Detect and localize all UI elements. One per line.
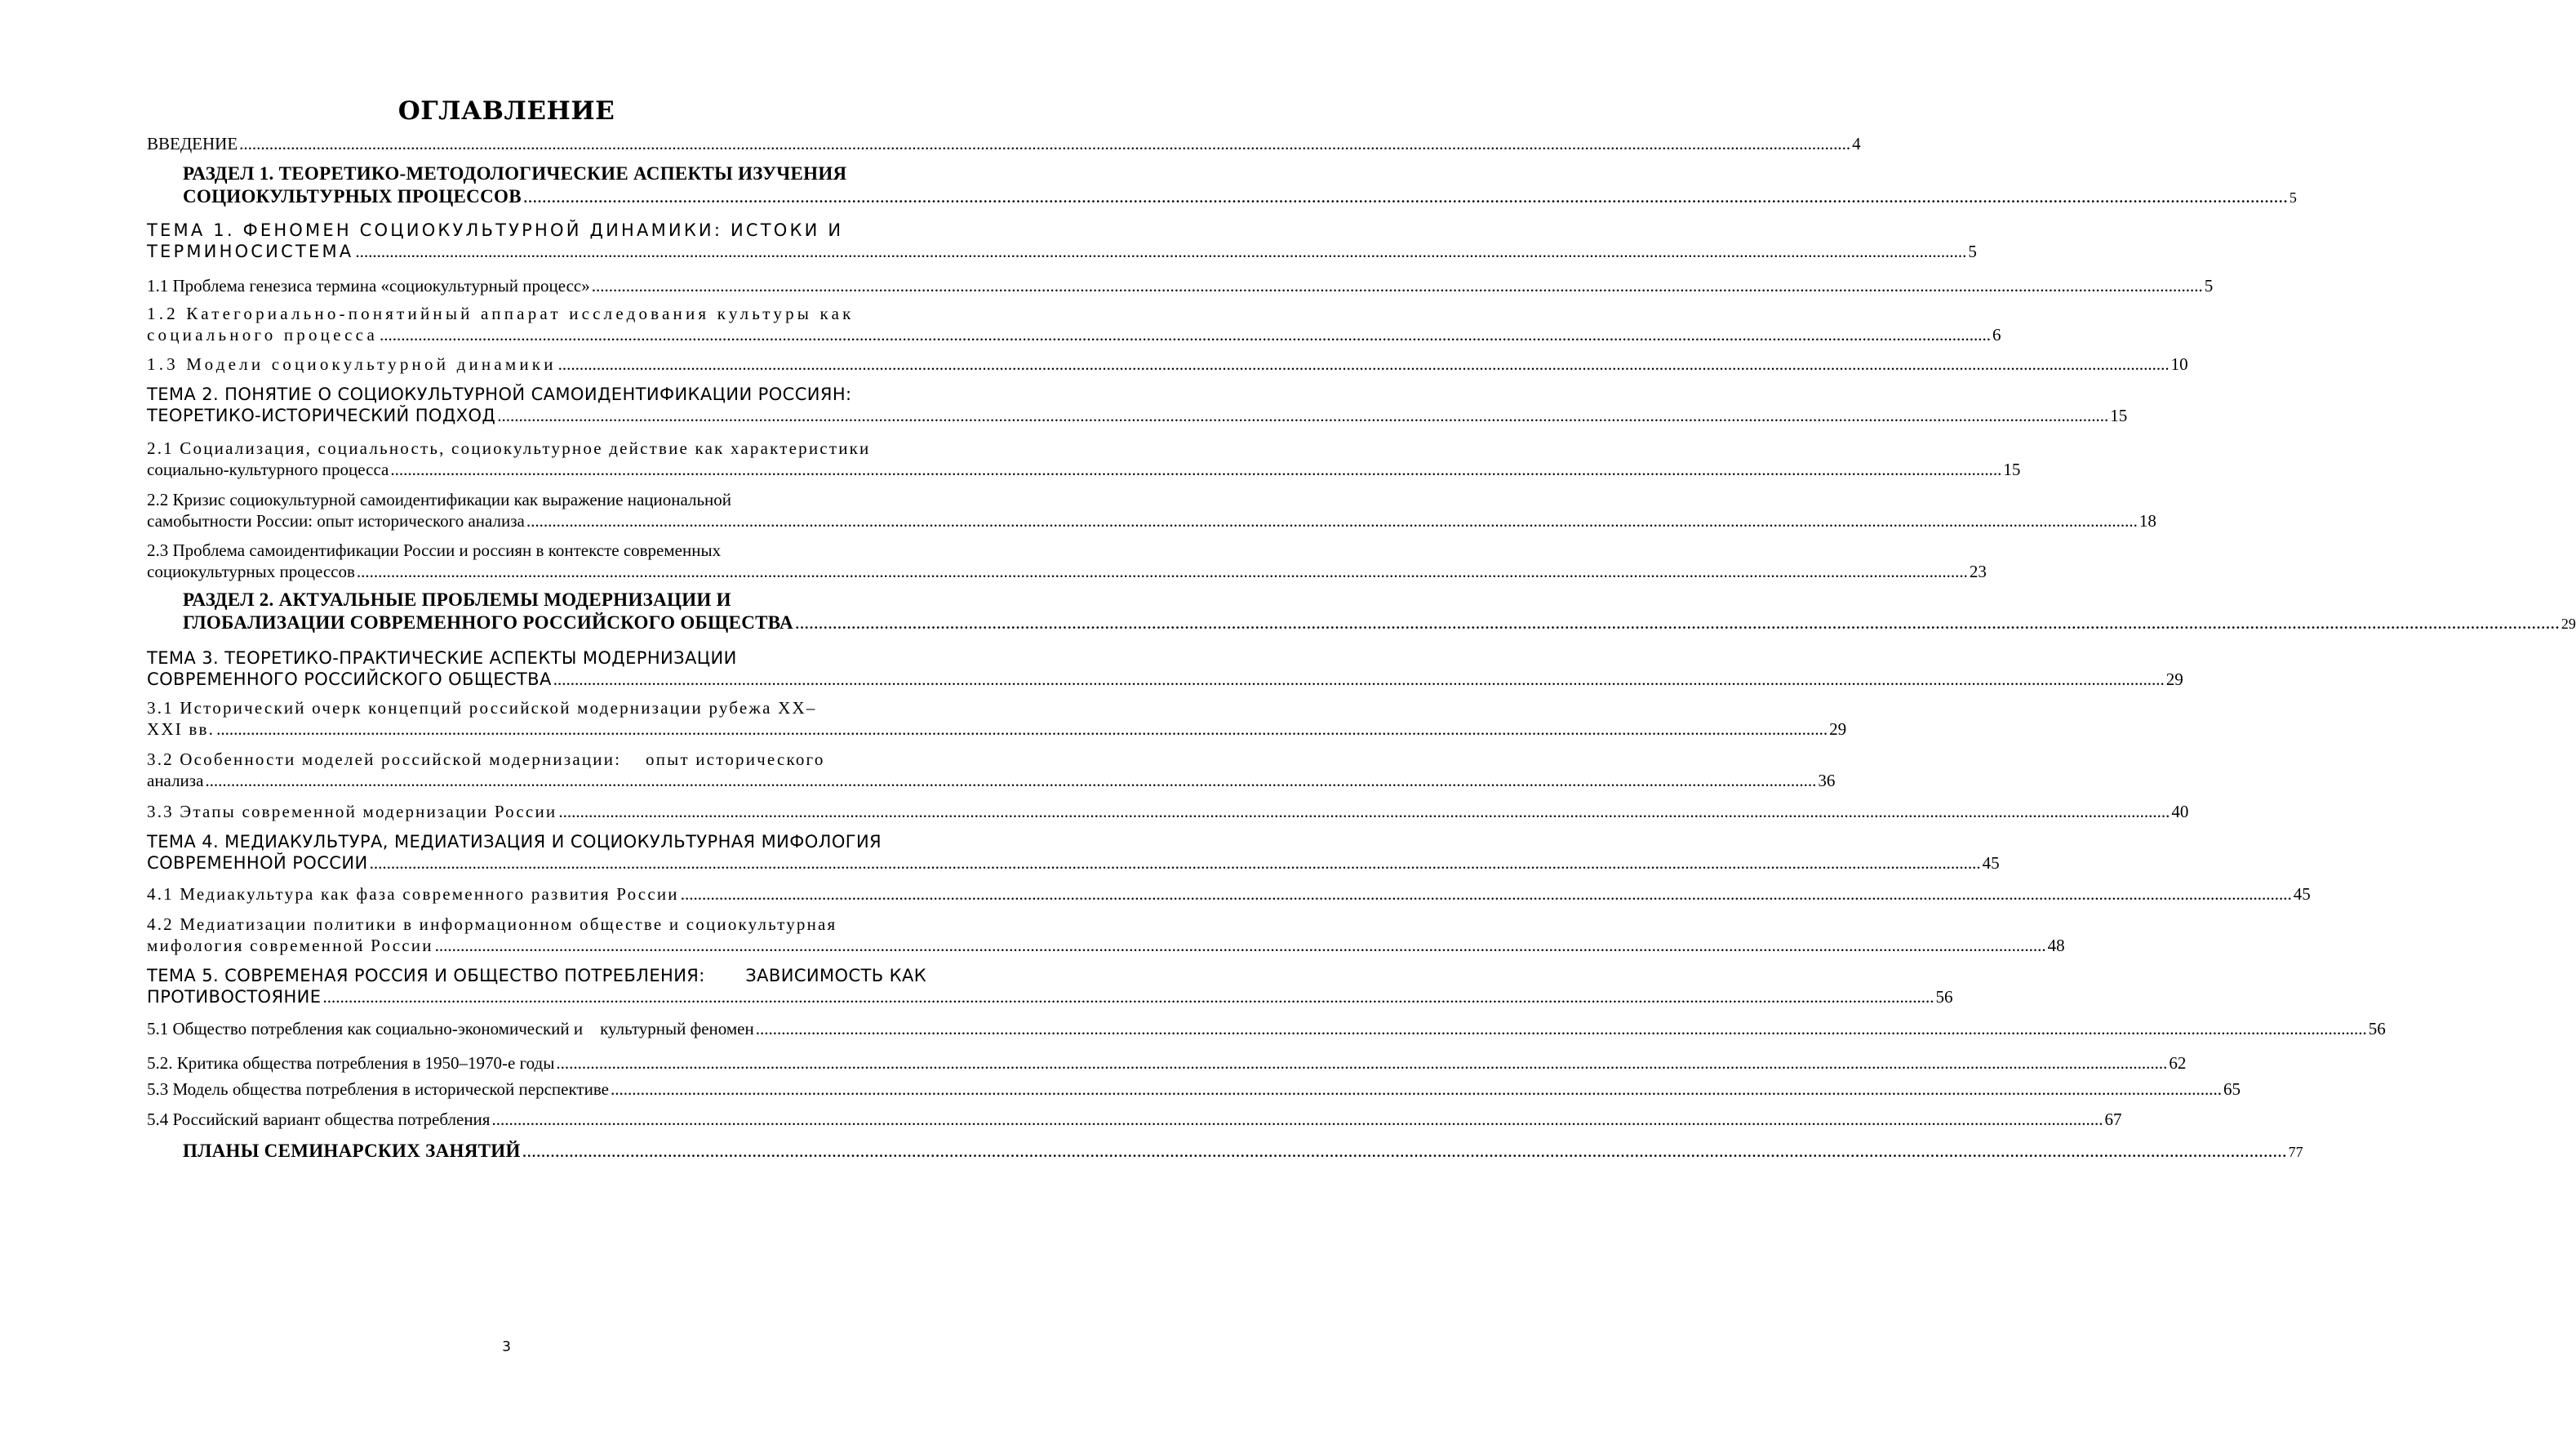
- toc-entry-section-1[interactable]: [183, 162, 2297, 208]
- toc-entry-2-3[interactable]: [147, 540, 1987, 582]
- leader-dots: [558, 802, 2170, 823]
- toc-entry-text-line1: 2.2 Кризис социокультурной самоидентификации как выражение национальной: [147, 490, 732, 509]
- leader-dots: [435, 936, 2046, 957]
- leader-dots: [592, 276, 2203, 297]
- toc-entry-1-1[interactable]: [147, 276, 2214, 297]
- toc-entry-introduction[interactable]: [147, 134, 1861, 155]
- leader-dots: [611, 1079, 2222, 1101]
- leader-dots: [681, 884, 2292, 905]
- toc-page-number: 36: [1818, 770, 1836, 790]
- toc-entry-text: 5.1 Общество потребления как социально-экономический и культурный феномен: [147, 1019, 754, 1038]
- toc-entry-text: социокультурных процессов: [147, 561, 355, 581]
- toc-entry-text-line1: ТЕМА 5. СОВРЕМЕНАЯ РОССИЯ И ОБЩЕСТВО ПОТРЕБЛЕНИЯ: ЗАВИСИМОСТЬ КАК: [147, 966, 927, 985]
- toc-entry-1-2[interactable]: [147, 304, 2001, 345]
- toc-entry-1-3[interactable]: [147, 354, 2188, 376]
- leader-dots: [553, 669, 2165, 691]
- toc-entry-2-1[interactable]: [147, 438, 2021, 480]
- toc-entry-text: 5.3 Модель общества потребления в исторической перспективе: [147, 1079, 609, 1099]
- toc-entry-text: ВВЕДЕНИЕ: [147, 134, 238, 153]
- toc-entry-text-line1: 3.1 Исторический очерк концепций российской модернизации рубежа ХХ–: [147, 698, 817, 718]
- leader-dots: [556, 1053, 2167, 1074]
- leader-dots: [205, 771, 1816, 792]
- toc-entry-text-line1: ТЕМА 3. ТЕОРЕТИКО-ПРАКТИЧЕСКИЕ АСПЕКТЫ МОДЕРНИЗАЦИИ: [147, 648, 737, 668]
- toc-entry-text: ПРОТИВОСТОЯНИЕ: [147, 986, 322, 1007]
- page-number-footer: 3: [502, 1339, 511, 1355]
- toc-entry-text: 4.1 Медиакультура как фаза современного развития России: [147, 884, 679, 904]
- toc-entry-3-2[interactable]: [147, 749, 1836, 791]
- leader-dots: [355, 242, 1966, 263]
- toc-entry-text-line1: 3.2 Особенности моделей российской модернизации: опыт исторического: [147, 749, 825, 769]
- leader-dots: [370, 853, 1981, 874]
- toc-page-number: 45: [2293, 884, 2311, 904]
- leader-dots: [795, 611, 2560, 634]
- toc-page-number: 29: [2165, 669, 2183, 689]
- leader-dots: [523, 185, 2288, 208]
- leader-dots: [522, 1140, 2287, 1163]
- toc-page-number: 5: [2289, 189, 2297, 207]
- toc-page-number: 23: [1969, 561, 1987, 581]
- toc-entry-text-line1: ТЕМА 4. МЕДИАКУЛЬТУРА, МЕДИАТИЗАЦИЯ И СОЦИОКУЛЬТУРНАЯ МИФОЛОГИЯ: [147, 832, 882, 852]
- toc-entry-topic-3[interactable]: [147, 648, 2183, 690]
- toc-entry-topic-5[interactable]: [147, 966, 1953, 1007]
- toc-page-number: 6: [1992, 324, 2001, 345]
- toc-entry-text-line1: ТЕМА 2. ПОНЯТИЕ О СОЦИОКУЛЬТУРНОЙ САМОИДЕНТИФИКАЦИИ РОССИЯН:: [147, 385, 852, 404]
- toc-page-number: 56: [1935, 986, 1953, 1007]
- toc-entry-text: 5.4 Российский вариант общества потребления: [147, 1110, 491, 1129]
- toc-entry-text-line1: ТЕМА 1. ФЕНОМЕН СОЦИОКУЛЬТУРНОЙ ДИНАМИКИ: ИСТОКИ И: [147, 220, 844, 240]
- toc-entry-5-4[interactable]: [147, 1110, 2122, 1131]
- toc-entry-2-2[interactable]: [147, 490, 2156, 531]
- toc-entry-text-line1: 2.3 Проблема самоидентификации России и россиян в контексте современных: [147, 540, 722, 560]
- toc-entry-section-2[interactable]: [183, 589, 2576, 634]
- toc-entry-text: XXI вв.: [147, 718, 215, 739]
- toc-page-number: 40: [2171, 802, 2189, 821]
- toc-entry-5-1[interactable]: [147, 1019, 2386, 1040]
- leader-dots: [322, 987, 1934, 1008]
- toc-entry-text-line1: РАЗДЕЛ 1. ТЕОРЕТИКО-МЕТОДОЛОГИЧЕСКИЕ АСПЕКТЫ ИЗУЧЕНИЯ: [183, 163, 847, 184]
- leader-dots: [558, 354, 2170, 376]
- toc-page-number: 15: [2110, 405, 2128, 425]
- toc-entry-text: анализа: [147, 770, 204, 790]
- toc-page-number: 48: [2047, 935, 2065, 955]
- leader-dots: [491, 1110, 2103, 1131]
- toc-entry-text: СОВРЕМЕННОЙ РОССИИ: [147, 852, 368, 873]
- toc-page-number: 29: [2560, 616, 2576, 633]
- toc-entry-topic-2[interactable]: [147, 385, 2128, 426]
- toc-entry-seminar-plans[interactable]: [183, 1140, 2303, 1163]
- leader-dots: [380, 325, 1991, 346]
- toc-entry-text-line1: 1.2 Категориально-понятийный аппарат исследования культуры как: [147, 304, 855, 323]
- toc-page-number: 5: [2204, 276, 2214, 296]
- toc-entry-text: 5.2. Критика общества потребления в 1950–1970-е годы: [147, 1053, 555, 1073]
- toc-entry-text: 3.3 Этапы современной модернизации России: [147, 802, 557, 821]
- toc-entry-text-line1: 2.1 Социализация, социальность, социокультурное действие как характеристики: [147, 438, 871, 458]
- toc-page-number: 67: [2104, 1110, 2122, 1129]
- toc-entry-text: социально-культурного процесса: [147, 459, 389, 479]
- toc-entry-text-line1: 4.2 Медиатизации политики в информационном обществе и социокультурная: [147, 914, 837, 934]
- toc-entry-text: ГЛОБАЛИЗАЦИИ СОВРЕМЕННОГО РОССИЙСКОГО ОБЩЕСТВА: [183, 612, 793, 634]
- toc-page-number: 62: [2169, 1053, 2187, 1073]
- toc-entry-3-3[interactable]: [147, 802, 2189, 823]
- toc-page-number: 77: [2288, 1144, 2303, 1160]
- leader-dots: [216, 719, 1828, 740]
- toc-entry-text: мифология современной России: [147, 935, 433, 955]
- toc-entry-5-2[interactable]: [147, 1053, 2187, 1074]
- toc-page-number: 65: [2223, 1079, 2241, 1099]
- toc-entry-topic-1[interactable]: [147, 220, 1977, 262]
- toc-page-number: 29: [1829, 718, 1847, 739]
- leader-dots: [526, 511, 2138, 532]
- toc-page-number: 56: [2368, 1019, 2386, 1038]
- toc-entry-4-2[interactable]: [147, 914, 2065, 956]
- toc-page-number: 18: [2139, 510, 2156, 531]
- toc-entry-text: социального процесса: [147, 324, 378, 345]
- toc-page-number: 10: [2170, 354, 2188, 374]
- toc-page-number: 5: [1968, 241, 1977, 261]
- leader-dots: [239, 134, 1850, 155]
- leader-dots: [390, 460, 2001, 481]
- leader-dots: [756, 1019, 2367, 1040]
- toc-entry-text: ТЕРМИНОСИСТЕМА: [147, 241, 354, 261]
- toc-entry-topic-4[interactable]: [147, 832, 2000, 874]
- toc-entry-4-1[interactable]: [147, 884, 2311, 905]
- toc-page-number: 15: [2003, 459, 2021, 479]
- toc-entry-text: СОВРЕМЕННОГО РОССИЙСКОГО ОБЩЕСТВА: [147, 669, 552, 689]
- toc-entry-5-3[interactable]: [147, 1079, 2241, 1101]
- page-title: ОГЛАВЛЕНИЕ: [398, 96, 615, 126]
- toc-entry-text: ПЛАНЫ СЕМИНАРСКИХ ЗАНЯТИЙ: [183, 1141, 521, 1161]
- toc-entry-text: 1.3 Модели социокультурной динамики: [147, 354, 557, 374]
- toc-page-number: 45: [1982, 852, 2000, 873]
- toc-page-number: 4: [1852, 134, 1861, 153]
- toc-entry-3-1[interactable]: [147, 698, 1847, 740]
- leader-dots: [357, 562, 1968, 583]
- toc-entry-text: СОЦИОКУЛЬТУРНЫХ ПРОЦЕССОВ: [183, 186, 522, 207]
- toc-entry-text: ТЕОРЕТИКО-ИСТОРИЧЕСКИЙ ПОДХОД: [147, 405, 496, 425]
- toc-entry-text: 1.1 Проблема генезиса термина «социокультурный процесс»: [147, 276, 590, 296]
- toc-entry-text-line1: РАЗДЕЛ 2. АКТУАЛЬНЫЕ ПРОБЛЕМЫ МОДЕРНИЗАЦИИ И: [183, 589, 731, 610]
- toc-entry-text: самобытности России: опыт исторического анализа: [147, 510, 525, 531]
- leader-dots: [497, 406, 2108, 427]
